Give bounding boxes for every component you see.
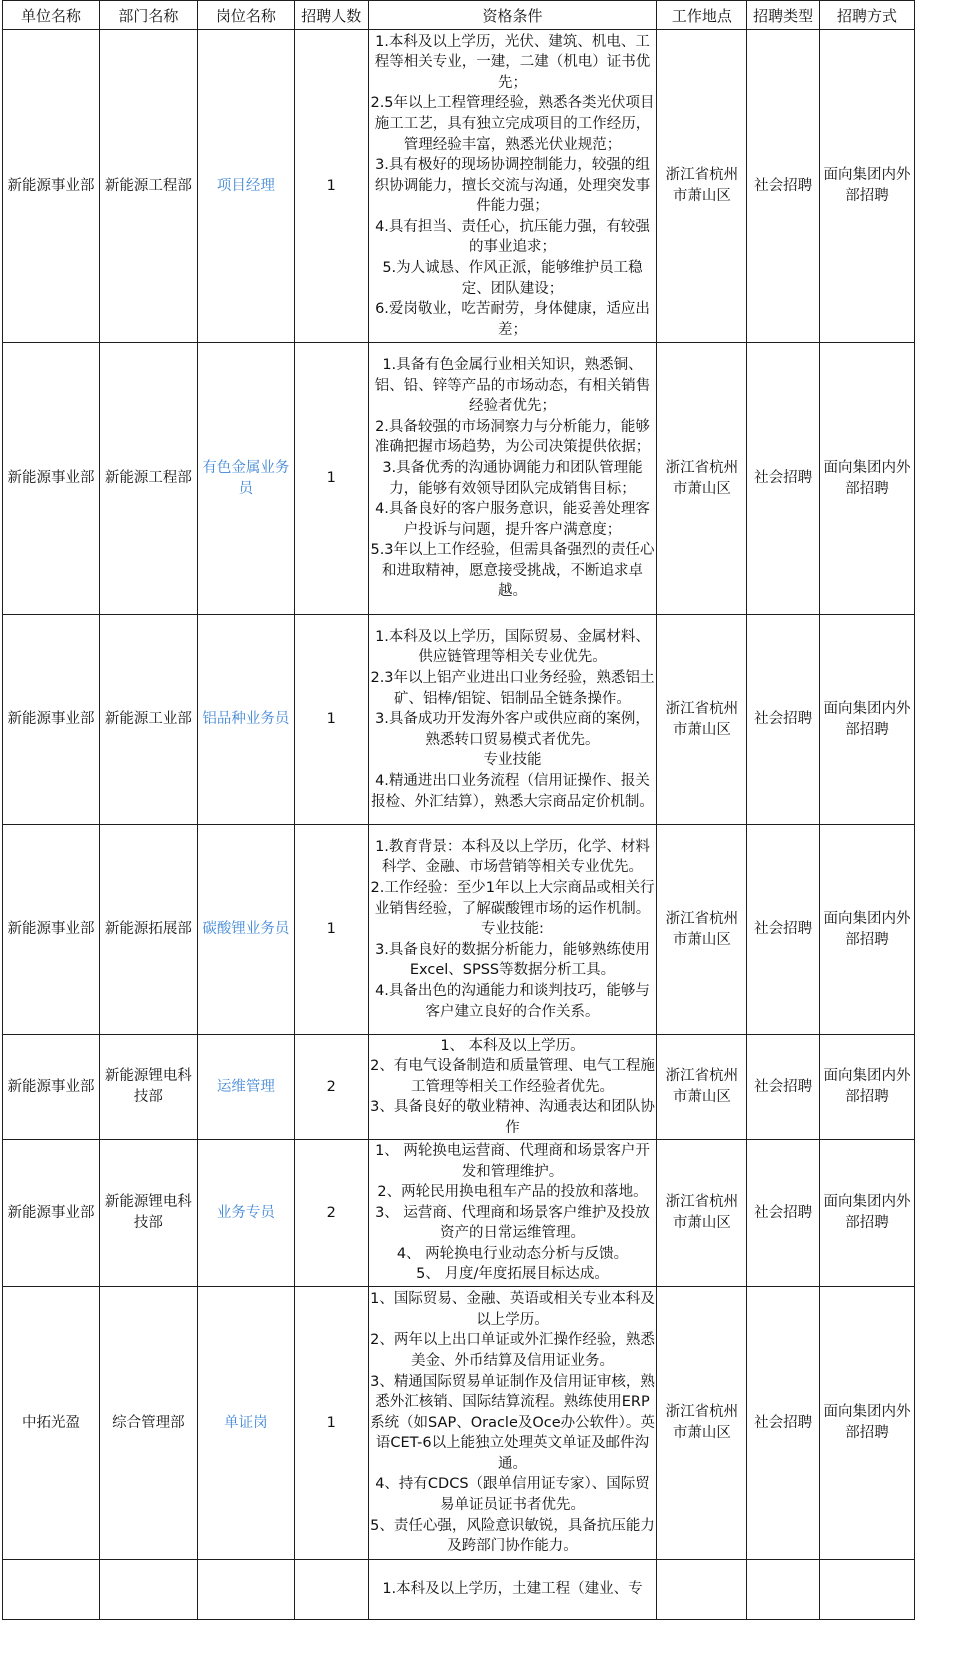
cell-method-text: 面向集团内外部招聘 [823,700,911,738]
cell-location [657,825,747,1035]
cell-post-text[interactable]: 项目经理 [216,177,275,194]
cell-post-text[interactable]: 有色金属业务员 [202,459,290,497]
cell-method [820,1287,915,1560]
cell-requirements [368,30,657,343]
cell-post[interactable] [197,615,294,825]
cell-method [820,343,915,615]
cell-dept-text: 新能源工程部 [104,177,192,194]
cell-type [747,1560,820,1620]
requirement-line: 1、国际贸易、金融、英语或相关专业本科及以上学历。 [370,1291,655,1328]
header-count: 招聘人数 [294,1,368,30]
cell-count [294,1287,368,1560]
requirement-line: 专业技能: [481,921,544,938]
cell-type-text: 社会招聘 [754,1078,813,1095]
header-post: 岗位名称 [197,1,294,30]
cell-location [657,1560,747,1620]
cell-post-text[interactable]: 单证岗 [224,1414,268,1431]
cell-method-text: 面向集团内外部招聘 [823,1404,911,1441]
cell-count-text: 1 [326,1414,336,1431]
cell-post-text[interactable]: 铝品种业务员 [202,711,290,728]
cell-unit [3,1560,100,1620]
cell-unit [3,1035,100,1140]
cell-count [294,30,368,343]
cell-type [747,343,820,615]
cell-location [657,1287,747,1560]
cell-dept [99,1140,197,1287]
cell-dept-text: 新能源锂电科技部 [104,1194,192,1231]
requirement-line: 4.具有担当、责任心，抗压能力强，有较强的事业追求； [375,218,650,256]
cell-count [294,1560,368,1620]
cell-unit [3,30,100,343]
cell-unit [3,1287,100,1560]
table-row [3,1287,915,1560]
cell-post[interactable] [197,30,294,343]
cell-post[interactable] [197,343,294,615]
recruitment-table [2,0,915,1620]
requirement-line: 2.5年以上工程管理经验，熟悉各类光伏项目施工工艺，具有独立完成项目的工作经历，管理经验丰富，熟悉光伏业规范； [370,95,655,153]
cell-requirements [368,825,657,1035]
cell-dept [99,1560,197,1620]
requirement-line: 4.具备良好的客户服务意识，能妥善处理客户投诉与问题，提升客户满意度； [375,501,650,538]
table-row [3,343,915,615]
cell-dept [99,615,197,825]
cell-type [747,825,820,1035]
cell-post[interactable] [197,1560,294,1620]
table-row [3,1560,915,1620]
cell-location-text: 浙江省杭州市萧山区 [665,700,739,738]
header-requirements: 资格条件 [368,1,657,30]
cell-post[interactable] [197,1140,294,1287]
requirement-line: 1、 两轮换电运营商、代理商和场景客户开发和管理维护。 [375,1142,650,1180]
cell-count-text: 2 [326,1204,336,1221]
cell-location-text: 浙江省杭州市萧山区 [665,910,739,948]
cell-unit-text: 中拓光盈 [21,1414,80,1431]
cell-post-text[interactable]: 运维管理 [216,1078,275,1095]
cell-location [657,1140,747,1287]
cell-count-text: 1 [326,470,336,487]
cell-requirements [368,1140,657,1287]
cell-count-text: 1 [326,711,336,728]
cell-method-text: 面向集团内外部招聘 [823,910,911,948]
cell-method-text: 面向集团内外部招聘 [823,459,911,497]
cell-type [747,30,820,343]
cell-method [820,825,915,1035]
cell-count [294,825,368,1035]
cell-post-text[interactable]: 碳酸锂业务员 [202,921,290,938]
requirement-line: 5、责任心强，风险意识敏锐，具备抗压能力及跨部门协作能力。 [370,1517,655,1555]
cell-unit-text: 新能源事业部 [7,177,95,194]
requirement-line: 4.精通进出口业务流程（信用证操作、报关报检、外汇结算），熟悉大宗商品定价机制。 [371,772,654,810]
cell-requirements [368,1035,657,1140]
cell-type-text: 社会招聘 [754,177,813,194]
cell-location-text: 浙江省杭州市萧山区 [665,459,739,497]
requirement-line: 2、两轮民用换电租车产品的投放和落地。 [377,1184,648,1201]
table-row [3,30,915,343]
cell-location [657,30,747,343]
requirement-line: 2.具备较强的市场洞察力与分析能力，能够准确把握市场趋势，为公司决策提供依据； [374,418,651,456]
cell-location-text: 浙江省杭州市萧山区 [665,167,739,204]
cell-unit [3,1140,100,1287]
cell-method [820,615,915,825]
cell-dept-text: 新能源锂电科技部 [104,1068,192,1105]
cell-type-text: 社会招聘 [754,1204,813,1221]
cell-location [657,615,747,825]
requirement-line: 3、具备良好的敬业精神、沟通表达和团队协作 [370,1099,655,1136]
requirement-line: 2.3年以上铝产业进出口业务经验，熟悉铝土矿、铝棒/铝锭、铝制品全链条操作。 [370,670,655,707]
requirement-line: 3、精通国际贸易单证制作及信用证审核，熟悉外汇核销、国际结算流程。熟练使用ERP系统（如SAP、Oracle及Oce办公软件）。英语CET-6以上能独立处理英文单证及邮件沟通。 [370,1373,655,1472]
cell-unit [3,343,100,615]
cell-type [747,615,820,825]
requirement-line: 3.具有极好的现场协调控制能力，较强的组织协调能力，擅长交流与沟通，处理突发事件能力强； [374,157,651,215]
cell-dept [99,1035,197,1140]
header-row [3,1,915,30]
cell-type-text: 社会招聘 [754,711,813,728]
cell-count [294,615,368,825]
cell-count [294,343,368,615]
cell-unit-text: 新能源事业部 [7,711,95,728]
cell-count [294,1035,368,1140]
cell-requirements [368,343,657,615]
requirement-line: 1.教育背景：本科及以上学历，化学、材料科学、金融、市场营销等相关专业优先。 [375,838,650,876]
requirement-line: 1、 本科及以上学历。 [440,1037,585,1054]
requirement-line: 1.本科及以上学历，国际贸易、金属材料、供应链管理等相关专业优先。 [375,628,650,666]
cell-dept-text: 综合管理部 [112,1414,185,1431]
cell-post-text[interactable]: 业务专员 [216,1204,275,1221]
cell-count-text: 2 [326,1078,336,1095]
cell-unit-text: 新能源事业部 [7,1204,95,1221]
requirement-line: 4、 两轮换电行业动态分析与反馈。 [396,1245,629,1262]
requirement-line: 3.具备良好的数据分析能力，能够熟练使用Excel、SPSS等数据分析工具。 [375,941,650,979]
header-unit: 单位名称 [3,1,100,30]
table-row [3,825,915,1035]
cell-post[interactable] [197,825,294,1035]
cell-type [747,1035,820,1140]
requirement-line: 5.3年以上工作经验，但需具备强烈的责任心和进取精神，愿意接受挑战，不断追求卓越。 [370,542,655,600]
cell-post[interactable] [197,1035,294,1140]
cell-dept [99,1287,197,1560]
header-method: 招聘方式 [820,1,915,30]
header-location: 工作地点 [657,1,747,30]
cell-post[interactable] [197,1287,294,1560]
cell-type [747,1287,820,1560]
cell-method-text: 面向集团内外部招聘 [823,1194,911,1231]
cell-type-text: 社会招聘 [754,1414,813,1431]
table-row [3,615,915,825]
cell-unit-text: 新能源事业部 [7,921,95,938]
cell-method-text: 面向集团内外部招聘 [823,167,911,204]
cell-dept-text: 新能源拓展部 [104,921,192,938]
header-type: 招聘类型 [747,1,820,30]
cell-unit [3,615,100,825]
cell-requirements [368,615,657,825]
cell-requirements [368,1560,657,1620]
requirement-line: 专业技能 [483,752,542,769]
cell-dept [99,343,197,615]
requirement-line: 1.本科及以上学历，光伏、建筑、机电、工程等相关专业，一建，二建（机电）证书优先； [374,33,651,91]
cell-dept [99,825,197,1035]
cell-location-text: 浙江省杭州市萧山区 [665,1068,739,1105]
requirement-line: 4、持有CDCS（跟单信用证专家）、国际贸易单证员证书者优先。 [375,1476,650,1514]
cell-method-text: 面向集团内外部招聘 [823,1068,911,1105]
table-row [3,1035,915,1140]
cell-unit [3,825,100,1035]
cell-type-text: 社会招聘 [754,470,813,487]
cell-dept-text: 新能源工程部 [104,470,192,487]
requirement-line: 1.具备有色金属行业相关知识，熟悉铜、铝、铅、锌等产品的市场动态，有相关销售经验者优先； [374,356,651,415]
requirement-line: 4.具备出色的沟通能力和谈判技巧，能够与客户建立良好的合作关系。 [375,982,650,1020]
table-body [3,30,915,1620]
cell-requirements [368,1287,657,1560]
table-header [3,1,915,30]
requirement-line: 2、有电气设备制造和质量管理、电气工程施工管理等相关工作经验者优先。 [370,1058,655,1095]
cell-location [657,343,747,615]
cell-method [820,30,915,343]
cell-method [820,1560,915,1620]
requirement-line: 5.为人诚恳、作风正派，能够维护员工稳定、团队建设； [382,260,643,297]
header-dept: 部门名称 [99,1,197,30]
cell-type [747,1140,820,1287]
cell-method [820,1035,915,1140]
cell-unit-text: 新能源事业部 [7,1078,95,1095]
requirement-line: 5、 月度/年度拓展目标达成。 [416,1266,609,1283]
requirement-line: 2、两年以上出口单证或外汇操作经验，熟悉美金、外币结算及信用证业务。 [370,1332,655,1369]
table-row [3,1140,915,1287]
cell-dept-text: 新能源工业部 [104,711,192,728]
cell-count-text: 1 [326,177,336,194]
cell-location-text: 浙江省杭州市萧山区 [665,1194,739,1231]
requirement-line: 6.爱岗敬业，吃苦耐劳，身体健康，适应出差； [375,301,650,338]
cell-unit-text: 新能源事业部 [7,470,95,487]
requirement-line: 1.本科及以上学历，土建工程（建业、专 [382,1581,643,1598]
cell-location [657,1035,747,1140]
requirement-line: 3、 运营商、代理商和场景客户维护及投放资产的日常运维管理。 [375,1204,650,1242]
requirement-line: 3.具备成功开发海外客户或供应商的案例，熟悉转口贸易模式者优先。 [375,711,650,748]
cell-count-text: 1 [326,921,336,938]
cell-count [294,1140,368,1287]
requirement-line: 3.具备优秀的沟通协调能力和团队管理能力，能够有效领导团队完成销售目标； [382,459,643,497]
cell-dept [99,30,197,343]
cell-type-text: 社会招聘 [754,921,813,938]
cell-location-text: 浙江省杭州市萧山区 [665,1404,739,1441]
cell-method [820,1140,915,1287]
requirement-line: 2.工作经验：至少1年以上大宗商品或相关行业销售经验，了解碳酸锂市场的运作机制。 [370,880,655,917]
